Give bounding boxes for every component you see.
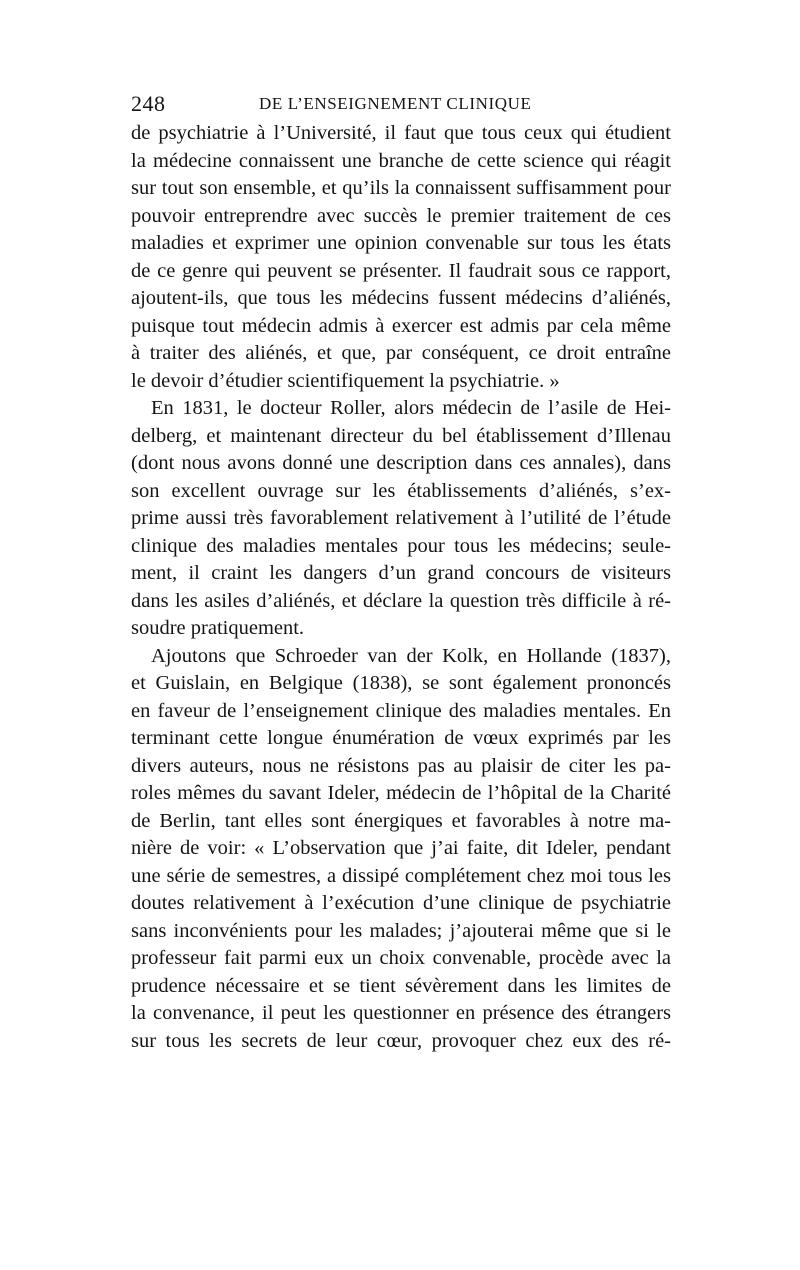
text-line: nière de voir: « L’observation que j’ai faite, dit Ideler, pendant xyxy=(131,837,671,859)
text-line: de Berlin, tant elles sont énergiques et favorables à notre ma- xyxy=(131,809,671,832)
text-line: sur tout son ensemble, et qu’ils la connaissent suffisamment pour xyxy=(131,177,671,199)
text-line: maladies et exprimer une opinion convenable sur tous les états xyxy=(131,232,671,254)
text-line: professeur fait parmi eux un choix convenable, procède avec la xyxy=(131,947,671,969)
running-title: DE L’ENSEIGNEMENT CLINIQUE xyxy=(259,94,532,113)
text-line: doutes relativement à l’exécution d’une clinique de psychiatrie xyxy=(131,892,671,914)
text-line: Ajoutons que Schroeder van der Kolk, en Hollande (1837), xyxy=(151,644,671,667)
text-line: (dont nous avons donné une description dans ces annales), dans xyxy=(131,452,671,474)
text-line: sur tous les secrets de leur cœur, provoquer chez eux des ré- xyxy=(131,1029,671,1052)
text-line: prime aussi très favorablement relativement à l’utilité de l’étude xyxy=(131,507,671,529)
text-line: terminant cette longue énumération de vœux exprimés par les xyxy=(131,727,671,749)
text-line: divers auteurs, nous ne résistons pas au plaisir de citer les pa- xyxy=(131,754,671,777)
text-line: le devoir d’étudier scientifiquement la psychiatrie. » xyxy=(131,369,560,392)
page-header xyxy=(131,91,671,121)
text-line: prudence nécessaire et se tient sévèrement dans les limites de xyxy=(131,974,671,997)
text-line: roles mêmes du savant Ideler, médecin de l’hôpital de la Charité xyxy=(131,782,671,804)
text-line: la convenance, il peut les questionner en présence des étrangers xyxy=(131,1002,671,1024)
text-line: ment, il craint les dangers d’un grand concours de visiteurs xyxy=(131,562,671,584)
text-line: sans inconvénients pour les malades; j’ajouterai même que si le xyxy=(131,919,671,942)
text-line: puisque tout médecin admis à exercer est admis par cela même xyxy=(131,314,671,337)
text-line: son excellent ouvrage sur les établissements d’aliénés, s’ex- xyxy=(131,479,671,502)
text-line: ajoutent-ils, que tous les médecins fussent médecins d’aliénés, xyxy=(131,287,671,309)
text-line: de ce genre qui peuvent se présenter. Il faudrait sous ce rapport, xyxy=(131,259,671,282)
text-line: en faveur de l’enseignement clinique des maladies mentales. En xyxy=(131,699,671,722)
text-line: à traiter des aliénés, et que, par conséquent, ce droit entraîne xyxy=(131,342,671,364)
text-line: de psychiatrie à l’Université, il faut que tous ceux qui étudient xyxy=(131,122,671,144)
body-text xyxy=(131,120,671,1055)
text-line: pouvoir entreprendre avec succès le premier traitement de ces xyxy=(131,204,671,227)
text-line: une série de semestres, a dissipé complétement chez moi tous les xyxy=(131,864,671,887)
text-line: et Guislain, en Belgique (1838), se sont également prononcés xyxy=(131,672,671,694)
text-line: delberg, et maintenant directeur du bel établissement d’Illenau xyxy=(131,424,671,447)
text-line: dans les asiles d’aliénés, et déclare la question très difficile à ré- xyxy=(131,589,671,612)
text-line: la médecine connaissent une branche de cette science qui réagit xyxy=(131,149,671,172)
text-line: soudre pratiquement. xyxy=(131,617,305,639)
text-line: clinique des maladies mentales pour tous les médecins; seule- xyxy=(131,534,671,557)
text-line: En 1831, le docteur Roller, alors médecin de l’asile de Hei- xyxy=(151,397,671,419)
page-number: 248 xyxy=(131,91,166,116)
